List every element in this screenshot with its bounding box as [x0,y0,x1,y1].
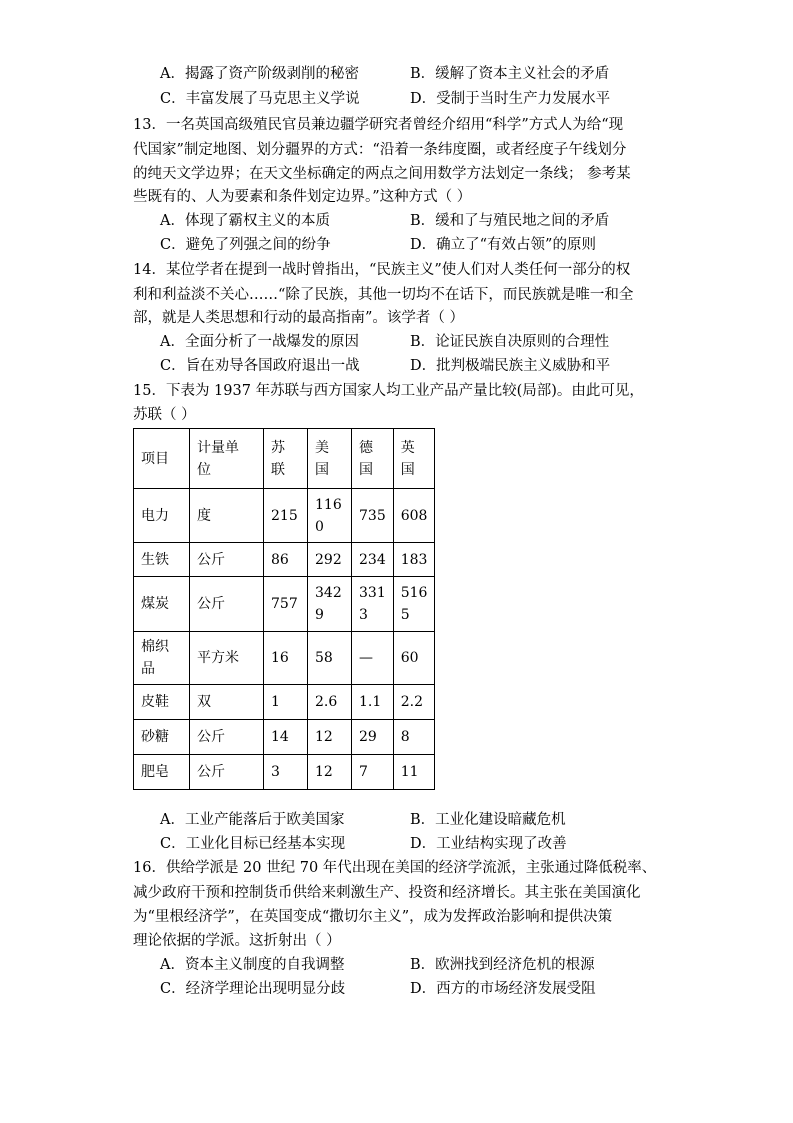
cell-text: 58 [315,650,333,666]
cell-text: 9 [315,607,324,623]
header-cell-soviet [264,429,308,489]
cell-text: 国 [315,461,329,478]
header-cell-usa [308,429,352,489]
q16-stem-line: 理论依据的学派。这折射出（ ） [133,933,341,949]
cell-text: 60 [400,650,419,666]
cell-text: 8 [400,729,410,745]
q13-stem-line: 代国家”制定地图、划分疆界的方式：“沿着一条纬度圈，或者经度子午线划分 [133,142,627,158]
cell-text: 7 [359,764,368,780]
q16-stem-line: 为“里根经济学”，在英国变成“撒切尔主义”，成为发挥政治影响和提供决策 [133,909,613,925]
q14-option-a: A．全面分析了一战爆发的原因 [160,334,359,350]
q16-option-b: B．欧洲找到经济危机的根源 [410,957,595,973]
q14-option-b: B．论证民族自决原则的合理性 [410,334,610,350]
table-row [134,543,435,577]
cell-soviet [264,577,308,632]
cell-uk [393,685,435,720]
cell-text: 3 [271,764,280,780]
cell-item [134,543,190,577]
cell-text: 3 [359,607,368,623]
cell-item [134,685,190,720]
cell-uk [393,577,435,632]
cell-text: 11 [400,764,419,780]
cell-text: 美 [315,439,329,456]
cell-text: 1.1 [359,694,382,710]
cell-text: 煤炭 [141,596,169,612]
cell-germany [352,720,394,755]
cell-text: 电力 [141,507,169,524]
q16-option-a: A．资本主义制度的自我调整 [160,957,345,973]
cell-uk [393,755,435,790]
q14-stem-line: 14．某位学者在提到一战时曾指出，“民族主义”使人们对人类任何一部分的权 [133,262,631,278]
q16-option-c: C．经济学理论出现明显分歧 [160,981,346,997]
cell-soviet [264,685,308,720]
cell-unit: 平方米 [190,632,264,685]
q15-stem-line: 苏联（ ） [133,407,196,423]
cell-text: 国 [400,461,415,478]
table-row [134,632,435,685]
cell-usa [308,543,352,577]
cell-usa [308,489,352,543]
q16-stem-line: 减少政府干预和控制货币供给来刺激生产、投资和经济增长。其主张在美国演化 [133,885,641,901]
cell-text: 德 [359,439,373,456]
cell-unit: 公斤 [190,577,264,632]
cell-soviet [264,632,308,685]
cell-text: 608 [400,507,428,524]
cell-text: 位 [197,461,211,478]
cell-text: 292 [315,551,342,568]
cell-unit: 公斤 [190,755,264,790]
q15-option-c: C．工业化目标已经基本实现 [160,836,346,852]
cell-usa [308,685,352,720]
cell-unit: 公斤 [190,720,264,755]
cell-soviet [264,489,308,543]
cell-usa [308,755,352,790]
cell-text: 项目 [141,450,169,467]
cell-uk [393,632,435,685]
cell-text: 国 [359,461,373,478]
cell-text: 331 [359,585,386,601]
q13-option-a: A．体现了霸权主义的本质 [160,213,330,229]
cell-text: 0 [315,518,324,535]
cell-text: 2.6 [315,694,338,710]
cell-unit: 双 [190,685,264,720]
cell-germany [352,685,394,720]
table-header-row [134,429,435,489]
q16-stem-line: 16．供给学派是 20 世纪 70 年代出现在美国的经济学流派，主张通过降低税率、 [133,860,657,876]
q14-stem-line: 利和利益淡不关心……“除了民族，其他一切均不在话下，而民族就是唯一和全 [133,287,634,303]
cell-text: 234 [359,551,386,568]
q14-option-d: D．批判极端民族主义威胁和平 [410,358,611,374]
q12-option-d: D．受制于当时生产力发展水平 [410,91,611,107]
cell-text: 肥皂 [141,764,169,780]
q12-option-b: B．缓解了资本主义社会的矛盾 [410,66,610,82]
cell-text: 品 [141,661,155,677]
cell-text: 29 [359,729,377,745]
cell-uk [393,720,435,755]
cell-text: 5 [400,607,410,623]
production-comparison-table [133,428,435,790]
cell-soviet [264,543,308,577]
cell-text: 英 [400,439,415,456]
cell-text: 皮鞋 [141,694,169,710]
cell-germany [352,632,394,685]
cell-text: 757 [271,596,298,612]
cell-text: 215 [271,507,298,524]
q16-option-d: D．西方的市场经济发展受阻 [410,981,596,997]
cell-text: 生铁 [141,551,169,568]
cell-text: 735 [359,507,386,524]
cell-text: 计量单 [197,439,239,456]
header-cell-unit [190,429,264,489]
q14-stem-line: 部，就是人类思想和行动的最高指南”。该学者（ ） [133,310,465,326]
q15-option-b: B．工业化建设暗藏危机 [410,812,566,828]
q12-option-c: C．丰富发展了马克思主义学说 [160,91,360,107]
cell-text: 342 [315,585,342,601]
cell-germany [352,577,394,632]
cell-text: 183 [400,551,428,568]
cell-text: 棉织 [141,639,169,655]
table-row [134,720,435,755]
cell-text: 12 [315,729,333,745]
q13-option-d: D．确立了“有效占领”的原则 [410,237,596,253]
table-row [134,685,435,720]
q13-stem-line: 的纯天文学边界；在天文坐标确定的两点之间用数学方法划定一条线； 参考某 [133,166,631,182]
q13-option-b: B．缓和了与殖民地之间的矛盾 [410,213,610,229]
cell-uk [393,543,435,577]
cell-germany [352,755,394,790]
cell-text: 12 [315,764,333,780]
q12-option-a: A．揭露了资产阶级剥削的秘密 [160,66,359,82]
q13-option-c: C．避免了列强之间的纷争 [160,237,331,253]
cell-text: 14 [271,729,289,745]
q13-stem-line: 些既有的、人为要素和条件划定边界。”这种方式（ ） [133,189,472,205]
q15-option-a: A．工业产能落后于欧美国家 [160,812,345,828]
header-cell-item [134,429,190,489]
cell-usa [308,720,352,755]
q13-stem-line: 13．一名英国高级殖民官员兼边疆学研究者曾经介绍用“科学”方式人为给“现 [133,117,624,133]
cell-item [134,577,190,632]
table-row [134,489,435,543]
cell-text: 2.2 [400,694,423,710]
q14-option-c: C．旨在劝导各国政府退出一战 [160,358,360,374]
header-cell-germany [352,429,394,489]
cell-unit: 公斤 [190,543,264,577]
cell-text: 苏 [271,439,285,456]
header-cell-uk [393,429,435,489]
cell-text: 联 [271,461,285,478]
cell-soviet [264,755,308,790]
q15-stem-line: 15．下表为 1937 年苏联与西方国家人均工业产品产量比较(局部)。由此可见， [133,383,644,399]
cell-item [134,489,190,543]
cell-item [134,632,190,685]
cell-text: 116 [315,496,342,513]
cell-text: 516 [400,585,428,601]
table-row [134,755,435,790]
cell-germany [352,489,394,543]
cell-text: 砂糖 [141,729,169,745]
q15-option-d: D．工业结构实现了改善 [410,836,567,852]
cell-usa [308,577,352,632]
cell-item [134,720,190,755]
table-row [134,577,435,632]
cell-text: 16 [271,650,289,666]
cell-text: — [359,650,373,666]
cell-text: 86 [271,551,289,568]
cell-unit: 度 [190,489,264,543]
cell-item [134,755,190,790]
cell-usa [308,632,352,685]
cell-uk [393,489,435,543]
cell-germany [352,543,394,577]
cell-text: 1 [271,694,280,710]
cell-soviet [264,720,308,755]
